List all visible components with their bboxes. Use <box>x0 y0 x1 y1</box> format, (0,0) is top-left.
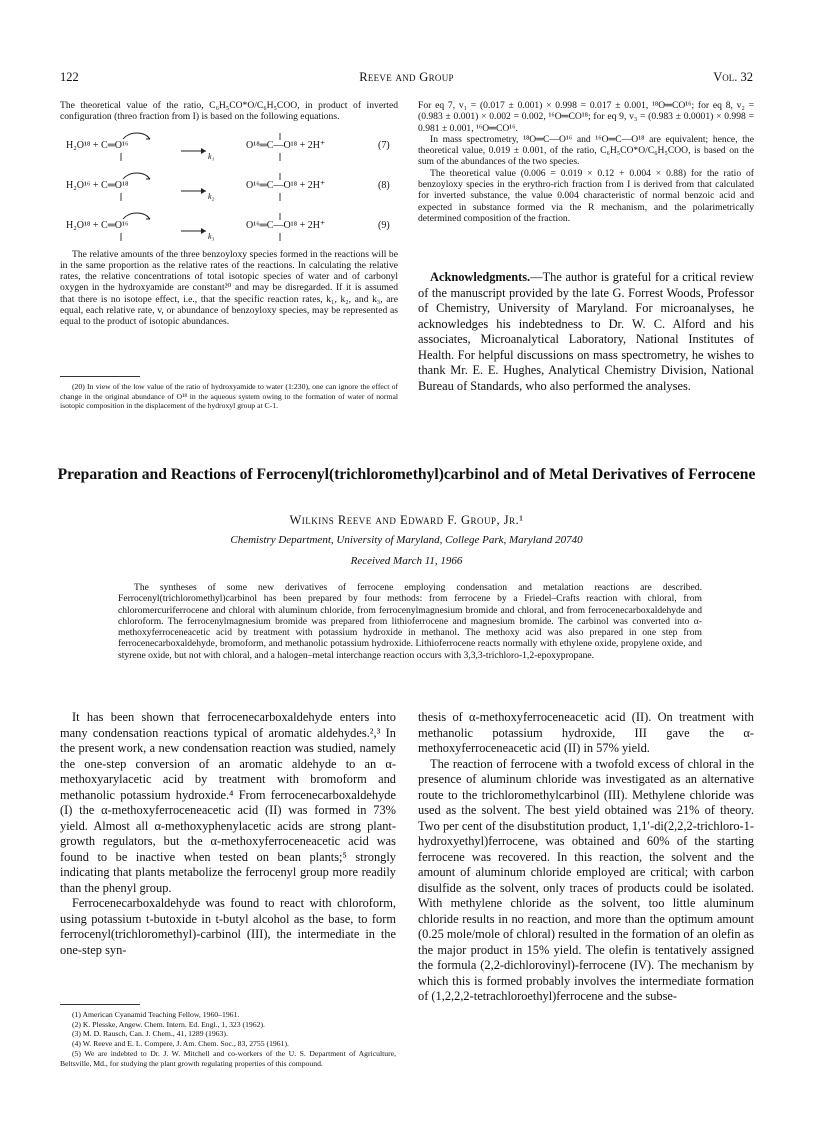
top-left-column <box>60 100 398 328</box>
footnote-20-text: (20) In view of the low value of the ratio of hydroxyamide to water (1:230), one can ignore the effect of change in the original abundance of O¹⁸ in the aqueous system owing to the formation of water of normal isotopic composition in the displacement of the hydroxyl group at C-1. <box>60 382 398 411</box>
acknowledgments <box>418 270 754 394</box>
acknowledgments-heading: Acknowledgments. <box>430 270 531 284</box>
footnotes <box>60 1010 396 1068</box>
relative-amounts-paragraph: The relative amounts of the three benzoyloxy species formed in the reactions will be in the same proportion as the relative rates of the reactions. In calculating the relative rates, the relative concentrations of total isotopic species of water and of carbonyl oxygen in the hydroxyamide are constant²⁰ and may be disregarded. If it is assumed that there is no isotope effect, i.e., that the specific reaction rates, k₁, k₂, and k₃, are equal, each relative rate, v, or abundance of benzoyloxy species, may be represented as equal to the product of isotopic abundances. <box>60 248 398 328</box>
equation-9 <box>60 207 398 247</box>
article-affiliation: Chemistry Department, University of Maryland, College Park, Maryland 20740 <box>230 534 583 546</box>
running-header <box>60 70 753 86</box>
equation-8-rhs: O¹⁶═C—O¹⁸ + 2H⁺ <box>246 179 326 191</box>
equation-7-number: (7) <box>378 139 390 151</box>
rate-calculation: For eq 7, v₁ = (0.017 ± 0.001) × 0.998 = 0.017 ± 0.001, ¹⁸O═CO¹⁶; for eq 8, v₂ = (0.983 ± 0.001) × 0.002 = 0.002, ¹⁶O═CO¹⁸; for eq 9, v₃ = (0.983 ± 0.0001) × 0.998 = 0.981 ± 0.001, ¹⁶O═CO¹⁶. <box>418 100 754 134</box>
equation-7-lhs: H₂O¹⁸ + C═O¹⁶ <box>66 139 129 151</box>
running-title: Reeve and Group <box>359 70 454 84</box>
article-title: Preparation and Reactions of Ferrocenyl(trichloromethyl)carbinol and of Metal Derivatives of Ferrocene <box>57 466 756 483</box>
footnote-20 <box>60 382 398 411</box>
equation-8-rate: k₂ <box>208 191 215 201</box>
body-left-column <box>60 710 396 958</box>
equation-8-number: (8) <box>378 179 390 191</box>
body-paragraph-4: The reaction of ferrocene with a twofold excess of chloral in the presence of aluminum chloride was investigated as an alternative route to the trichloromethylcarbinol (III). Methylene chloride was used as the solvent. The best yield obtained was 21% of theory. Two per cent of the disubstitution product, 1,1′-di(2,2,2-trichloro-1-hydroxyethyl)ferrocene, was obtained and 60% of the starting ferrocene was recovered. In this reaction, the solvent and the amount of aluminum chloride employed are critical; with carbon disulfide as the solvent, only traces of products could be isolated. With methylene chloride as the solvent, too little aluminum chloride results in no reaction, and more than the optimum amount (0.25 mole/mole of chloral) resulted in the formation of an olefin as the major product in 15% yield. The olefin is tentatively assigned the formula (2,2-dichlorovinyl)-ferrocene (IV). The mechanism by which this is formed probably involves the intermediate formation of (1,2,2,2-tetrachloroethyl)ferrocene and the subse- <box>418 756 754 1003</box>
equation-9-lhs: H₂O¹⁸ + C═O¹⁶ <box>66 219 129 231</box>
footnote-rule-top <box>60 376 140 377</box>
footnote-2: (2) K. Plesske, Angew. Chem. Intern. Ed. Engl., 1, 323 (1962). <box>72 1019 265 1029</box>
equation-9-number: (9) <box>378 219 390 231</box>
theoretical-value-paragraph: The theoretical value (0.006 = 0.019 × 0.12 + 0.004 × 0.88) for the ratio of benzoyloxy species in the erythro-rich fraction from I is derived from that calculated for inverted substance, the value 0.004 characteristic of normal benzoic acid and expected in substance formed via the R mechanism, and the polarimetrically determined composition of the fraction. <box>418 167 754 224</box>
volume-label: Vol. 32 <box>713 70 753 84</box>
body-paragraph-3: thesis of α-methoxyferroceneacetic acid (II). On treatment with methanolic potassium hydroxide, III gave the α-methoxyferroceneacetic acid (II) in 57% yield. <box>418 710 754 755</box>
equation-9-rhs: O¹⁶═C—O¹⁸ + 2H⁺ <box>246 219 326 231</box>
abstract <box>118 582 702 661</box>
equation-7 <box>60 127 398 167</box>
footnote-3: (3) M. D. Rausch, Can. J. Chem., 41, 1289 (1963). <box>72 1029 228 1039</box>
footnote-4: (4) W. Reeve and E. L. Compere, J. Am. Chem. Soc., 83, 2755 (1961). <box>72 1039 289 1049</box>
mass-spec-paragraph: In mass spectrometry, ¹⁸O═C—O¹⁶ and ¹⁶O═C—O¹⁸ are equivalent; hence, the theoretical value, 0.019 ± 0.001, of the ratio, C₆H₅CO*O/C₆H₅COO, is based on the sum of the abundances of the two species. <box>418 133 754 168</box>
equation-9-rate: k₃ <box>208 231 215 241</box>
body-paragraph-2: Ferrocenecarboxaldehyde was found to react with chloroform, using potassium t-butoxide in t-butyl alcohol as the base, to form ferrocenyl(trichloromethyl)-carbinol (III), the intermediate in the one-step syn- <box>60 896 396 957</box>
body-right-column <box>418 710 754 1005</box>
equation-8 <box>60 167 398 207</box>
ratio-intro: The theoretical value of the ratio, C₆H₅CO*O/C₆H₅COO, in product of inverted configuration (threo fraction from I) is based on the following equations. <box>60 100 398 123</box>
top-right-column <box>418 100 754 224</box>
footnote-rule-bottom <box>60 1004 140 1005</box>
abstract-text: The syntheses of some new derivatives of ferrocene employing condensation and metalation reactions are described. Ferrocenyl(trichloromethyl)carbinol has been prepared by four methods: from ferrocene by a Friedel–Crafts reaction with chloral, from chloromercuriferrocene and chloral with aluminum chloride, from ferrocenylmagnesium bromide and chloral, and from ferrocenecarboxaldehyde and chloroform. The ferrocenylmagnesium bromide was prepared from lithioferrocene and magnesium bromide. The carbinol was converted into α-methoxyferroceneacetic acid by treatment with potassium hydroxide in methanol. The methoxy acid was also prepared in one step from ferrocenecarboxaldehyde, bromoform, and methanolic potassium hydroxide. Lithioferrocene reacts normally with ethylene oxide, propylene oxide, and styrene oxide, but not with chloral, and a halogen–metal interchange reaction occurs with 3,3,3-trichloro-1,2-epoxypropane. <box>118 582 702 661</box>
acknowledgments-text: —The author is grateful for a critical review of the manuscript provided by the late G. Forrest Woods, Professor of Chemistry, University of Maryland. For microanalyses, he acknowledges his indebtedness to Dr. W. C. Alford and his associates, Microanalytical Laboratory, National Institutes of Health. For helpful discussions on mass spectrometry, he wishes to thank Mr. E. E. Hughes, Analytical Chemistry Division, National Bureau of Standards, who also performed the analyses. <box>418 270 754 393</box>
body-paragraph-1: It has been shown that ferrocenecarboxaldehyde enters into many condensation reactions typical of aromatic aldehydes.²,³ In the present work, a new condensation reaction was studied, namely the one-step conversion of an aromatic aldehyde to an α-methoxyarylacetic acid by treatment with bromoform and methanolic potassium hydroxide.⁴ From ferrocenecarboxaldehyde (I) the α-methoxyferroceneacetic acid (II) was formed in 73% yield. Almost all α-methoxyphenylacetic acids are strong plant-growth regulators, but the α-methoxyferroceneacetic acid was found to be inactive when tested on bean plants;⁵ strongly indicating that plants metabolize the ferrocenyl group more readily than the phenyl group. <box>60 710 396 895</box>
equation-8-lhs: H₂O¹⁶ + C═O¹⁸ <box>66 179 129 191</box>
received-date: Received March 11, 1966 <box>350 555 463 567</box>
footnote-1: (1) American Cyanamid Teaching Fellow, 1960–1961. <box>72 1010 240 1019</box>
equation-7-rhs: O¹⁸═C—O¹⁸ + 2H⁺ <box>246 139 326 151</box>
footnote-5: (5) We are indebted to Dr. J. W. Mitchell and co-workers of the U. S. Department of Agriculture, Beltsville, Md., for studying the plant growth regulating properties of this compound. <box>60 1048 396 1068</box>
article-authors: Wilkins Reeve and Edward F. Group, Jr.¹ <box>289 513 524 527</box>
page-number: 122 <box>60 70 79 84</box>
equation-7-rate: k₁ <box>208 151 215 161</box>
